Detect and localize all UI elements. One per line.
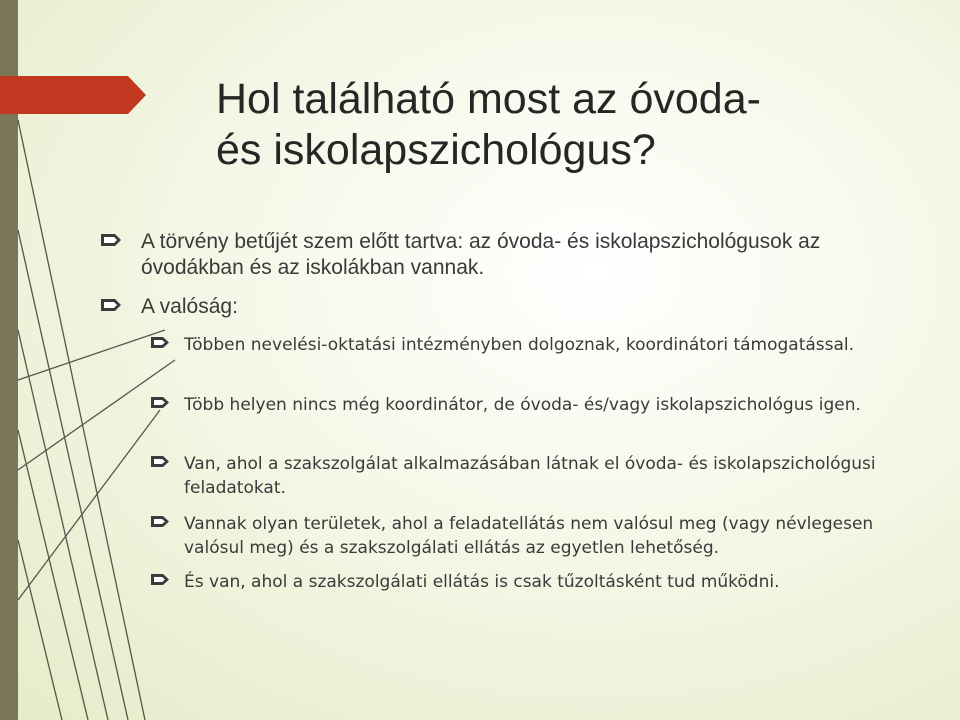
slide-title — [216, 74, 916, 176]
sub-bullet-item — [150, 570, 910, 594]
bookmark-arrow-icon — [100, 298, 122, 312]
bookmark-arrow-icon — [150, 336, 170, 349]
bookmark-arrow-icon — [150, 396, 170, 409]
sub-bullet-item — [150, 512, 910, 560]
sub-bullet-item — [150, 333, 910, 357]
sub-bullet-text: Több helyen nincs még koordinátor, de óvoda- és/vagy iskolapszichológus igen. — [184, 395, 861, 415]
bullet-text: A törvény betűjét szem előtt tartva: az óvoda- és iskolapszichológusok az óvodákban és az iskolákban vannak. — [141, 230, 821, 279]
bookmark-arrow-icon — [150, 515, 170, 528]
sub-bullet-text: És van, ahol a szakszolgálati ellátás is csak tűzoltásként tud működni. — [184, 572, 780, 592]
title-line-2: és iskolapszichológus? — [216, 126, 656, 174]
bookmark-arrow-icon — [150, 455, 170, 468]
bullet-item — [100, 294, 900, 320]
bookmark-arrow-icon — [150, 573, 170, 586]
title-accent-arrow — [0, 76, 150, 114]
bullet-text: A valóság: — [141, 295, 238, 318]
sub-bullet-item — [150, 393, 910, 417]
sub-bullet-text: Többen nevelési-oktatási intézményben dolgoznak, koordinátori támogatással. — [184, 335, 855, 355]
bookmark-arrow-icon — [100, 233, 122, 247]
sub-bullet-text: Vannak olyan területek, ahol a feladatellátás nem valósul meg (vagy névlegesen valósul meg) és a szakszolgálati ellátás az egyetlen lehetőség. — [184, 514, 874, 558]
sub-bullet-item — [150, 452, 910, 500]
bullet-item — [100, 229, 900, 281]
title-line-1: Hol található most az óvoda- — [216, 75, 761, 123]
sub-bullet-text: Van, ahol a szakszolgálat alkalmazásában látnak el óvoda- és iskolapszichológusi feladatokat. — [184, 454, 876, 498]
